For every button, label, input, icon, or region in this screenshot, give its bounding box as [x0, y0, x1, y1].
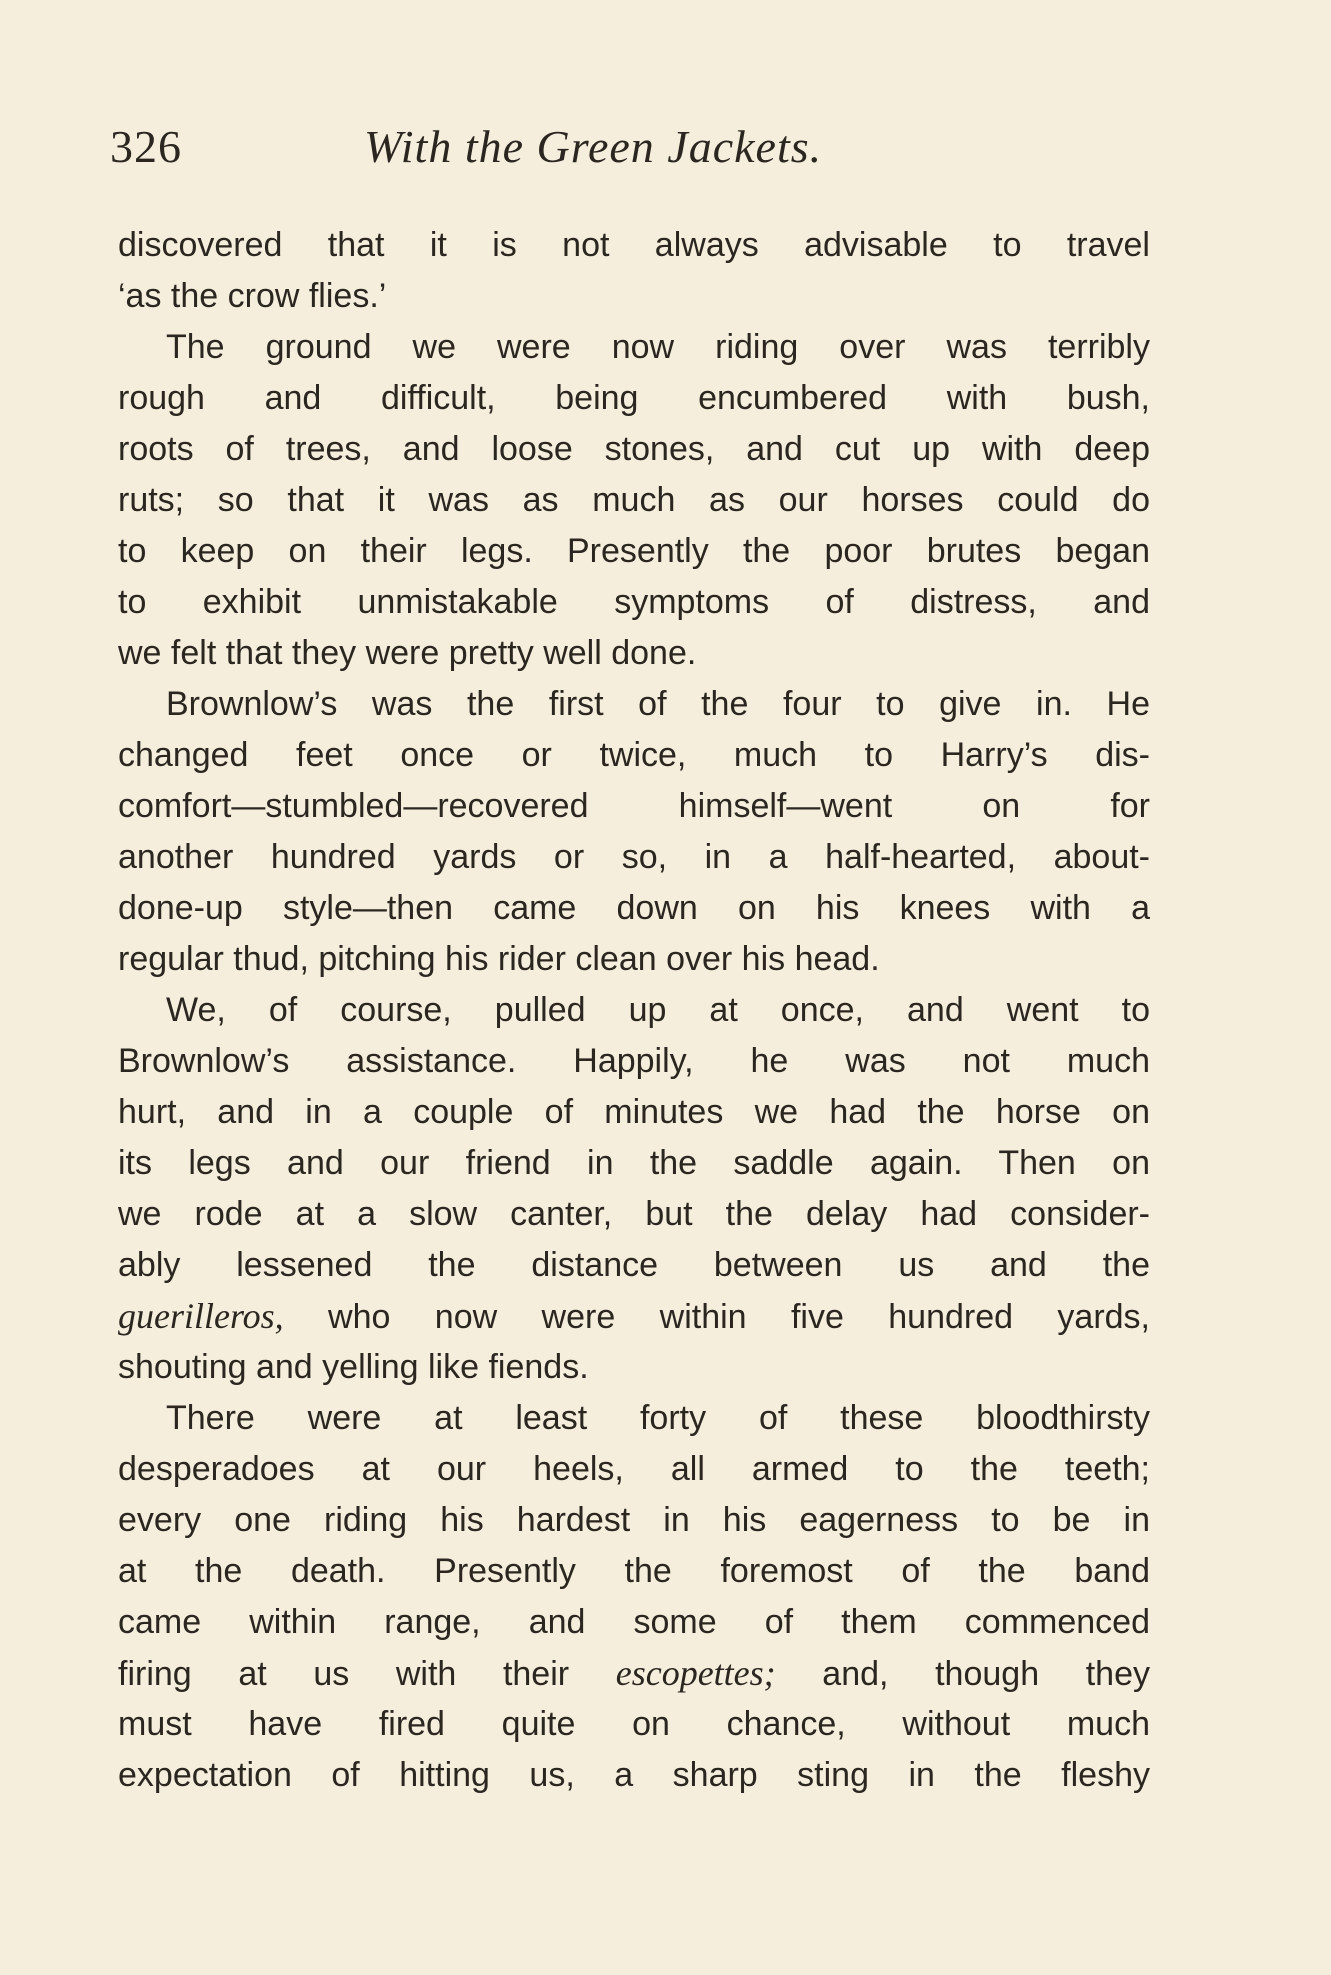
text-line: its legs and our friend in the saddle again. Then on	[118, 1144, 1150, 1182]
text-line: we rode at a slow canter, but the delay had consider-	[118, 1195, 1150, 1233]
text-line: at the death. Presently the foremost of the band	[118, 1552, 1150, 1590]
running-head: With the Green Jackets.	[364, 121, 823, 172]
page-number: 326	[110, 121, 182, 172]
text-line: we felt that they were pretty well done.	[118, 634, 697, 672]
italic-term: guerilleros,	[118, 1296, 284, 1336]
line-segment: firing at us with their	[118, 1655, 616, 1693]
text-line: Brownlow’s assistance. Happily, he was not much	[118, 1042, 1150, 1080]
page-header	[110, 120, 1150, 190]
text-line: changed feet once or twice, much to Harry’s dis-	[118, 736, 1150, 774]
text-line: to exhibit unmistakable symptoms of distress, and	[118, 583, 1150, 621]
text-line: to keep on their legs. Presently the poor brutes began	[118, 532, 1150, 570]
text-line: regular thud, pitching his rider clean over his head.	[118, 940, 880, 978]
text-line: comfort—stumbled—recovered himself—went on for	[118, 787, 1150, 825]
text-line: another hundred yards or so, in a half-hearted, about-	[118, 838, 1150, 876]
italic-term: escopettes;	[615, 1653, 776, 1693]
text-line: roots of trees, and loose stones, and cut up with deep	[118, 430, 1150, 468]
body-text	[118, 220, 1150, 1801]
text-line: Brownlow’s was the first of the four to give in. He	[166, 685, 1150, 723]
text-line: expectation of hitting us, a sharp sting in the fleshy	[118, 1756, 1150, 1794]
text-line: hurt, and in a couple of minutes we had the horse on	[118, 1093, 1150, 1131]
text-line: rough and difficult, being encumbered with bush,	[118, 379, 1150, 417]
text-line: came within range, and some of them commenced	[118, 1603, 1150, 1641]
text-line: ‘as the crow flies.’	[118, 277, 387, 315]
text-line: discovered that it is not always advisable to travel	[118, 226, 1150, 264]
text-line: desperadoes at our heels, all armed to the teeth;	[118, 1450, 1150, 1488]
text-line: done-up style—then came down on his knees with a	[118, 889, 1150, 927]
text-line	[118, 1648, 1150, 1699]
text-line: ruts; so that it was as much as our horses could do	[118, 481, 1150, 519]
text-line: must have fired quite on chance, without much	[118, 1705, 1150, 1743]
line-segment: and, though they	[775, 1655, 1150, 1693]
text-line: ably lessened the distance between us and the	[118, 1246, 1150, 1284]
text-line: We, of course, pulled up at once, and went to	[166, 991, 1150, 1029]
line-segment: who now were within five hundred yards,	[283, 1298, 1150, 1336]
text-line: The ground we were now riding over was terribly	[166, 328, 1150, 366]
text-line: every one riding his hardest in his eagerness to be in	[118, 1501, 1150, 1539]
text-line	[118, 1291, 1150, 1342]
text-line: There were at least forty of these bloodthirsty	[166, 1399, 1150, 1437]
text-line: shouting and yelling like fiends.	[118, 1348, 589, 1386]
